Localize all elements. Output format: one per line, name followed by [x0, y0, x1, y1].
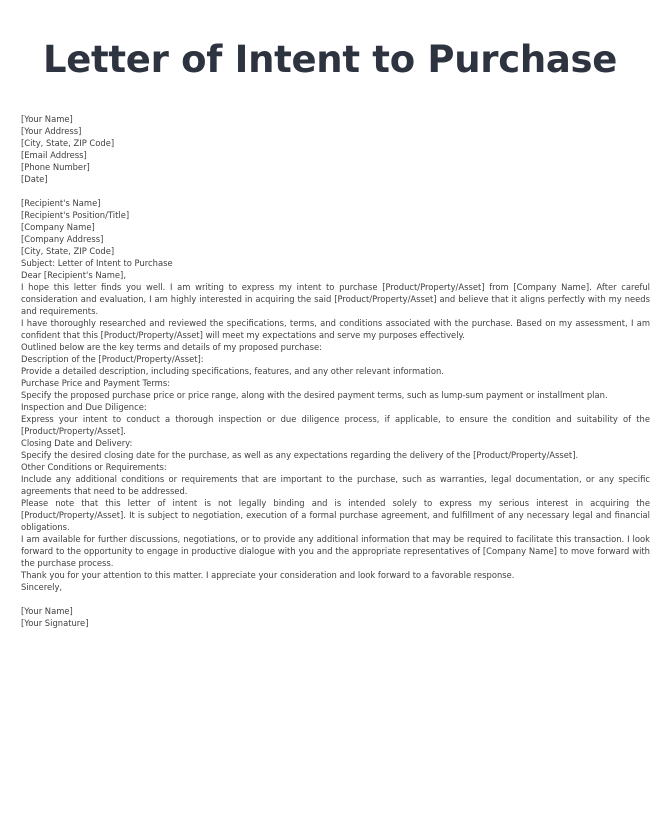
- subject-line: Subject: Letter of Intent to Purchase: [21, 258, 173, 268]
- sender-block: [21, 113, 650, 185]
- thanks-paragraph: Thank you for your attention to this matter. I appreciate your consideration and look forward to a favorable response.: [21, 570, 515, 580]
- sender-address: [Your Address]: [21, 126, 82, 136]
- signature-line: [Your Signature]: [21, 618, 89, 628]
- sender-date: [Date]: [21, 174, 48, 184]
- intro-paragraph: I hope this letter finds you well. I am writing to express my intent to purchase [Product/Property/Asset] from [Company Name]. After careful consideration and evaluation, I am highly interested in acquiring the said [Product/Property/Asset] and believe that it aligns perfectly with my needs and requirements.: [21, 282, 650, 316]
- salutation: Dear [Recipient's Name],: [21, 270, 126, 280]
- inspection-heading: Inspection and Due Diligence:: [21, 402, 147, 412]
- recipient-name: [Recipient's Name]: [21, 198, 101, 208]
- signature-name: [Your Name]: [21, 606, 73, 616]
- description-text: Provide a detailed description, including specifications, features, and any other relevant information.: [21, 366, 444, 376]
- research-paragraph: I have thoroughly researched and reviewed the specifications, terms, and conditions associated with the purchase. Based on my assessment, I am confident that this [Product/Property/Asset] will meet my expectations and serve my purposes effectively.: [21, 318, 650, 340]
- inspection-text: Express your intent to conduct a thorough inspection or due diligence process, if applicable, to ensure the condition and suitability of the [Product/Property/Asset].: [21, 414, 650, 436]
- closing-date-heading: Closing Date and Delivery:: [21, 438, 133, 448]
- page-title: Letter of Intent to Purchase: [42, 38, 618, 81]
- conditions-text: Include any additional conditions or requirements that are important to the purchase, such as warranties, legal documentation, or any specific agreements that need to be addressed.: [21, 474, 650, 496]
- sender-email: [Email Address]: [21, 150, 87, 160]
- sender-phone: [Phone Number]: [21, 162, 90, 172]
- recipient-company: [Company Name]: [21, 222, 95, 232]
- availability-paragraph: I am available for further discussions, negotiations, or to provide any additional information that may be required to facilitate this transaction. I look forward to the opportunity to engage in productive dialogue with you and the appropriate representatives of [Company Name] to move forward with the purchase process.: [21, 534, 650, 568]
- letter-body: [21, 113, 650, 629]
- description-heading: Description of the [Product/Property/Asset]:: [21, 354, 204, 364]
- recipient-company-address: [Company Address]: [21, 234, 104, 244]
- sender-name: [Your Name]: [21, 114, 73, 124]
- signature-block: [21, 605, 650, 629]
- price-text: Specify the proposed purchase price or price range, along with the desired payment terms, such as lump-sum payment or installment plan.: [21, 390, 608, 400]
- conditions-heading: Other Conditions or Requirements:: [21, 462, 167, 472]
- outline-paragraph: Outlined below are the key terms and details of my proposed purchase:: [21, 342, 322, 352]
- price-heading: Purchase Price and Payment Terms:: [21, 378, 171, 388]
- sender-city-state-zip: [City, State, ZIP Code]: [21, 138, 115, 148]
- closing-date-text: Specify the desired closing date for the purchase, as well as any expectations regarding the delivery of the [Product/Property/Asset].: [21, 450, 579, 460]
- recipient-city-state-zip: [City, State, ZIP Code]: [21, 246, 115, 256]
- nonbinding-paragraph: Please note that this letter of intent is not legally binding and is intended solely to express my serious interest in acquiring the [Product/Property/Asset]. It is subject to negotiation, execution of a formal purchase agreement, and fulfillment of any necessary legal and financial obligations.: [21, 498, 650, 532]
- closing-phrase: Sincerely,: [21, 582, 63, 592]
- recipient-title: [Recipient's Position/Title]: [21, 210, 130, 220]
- recipient-block: [21, 197, 650, 257]
